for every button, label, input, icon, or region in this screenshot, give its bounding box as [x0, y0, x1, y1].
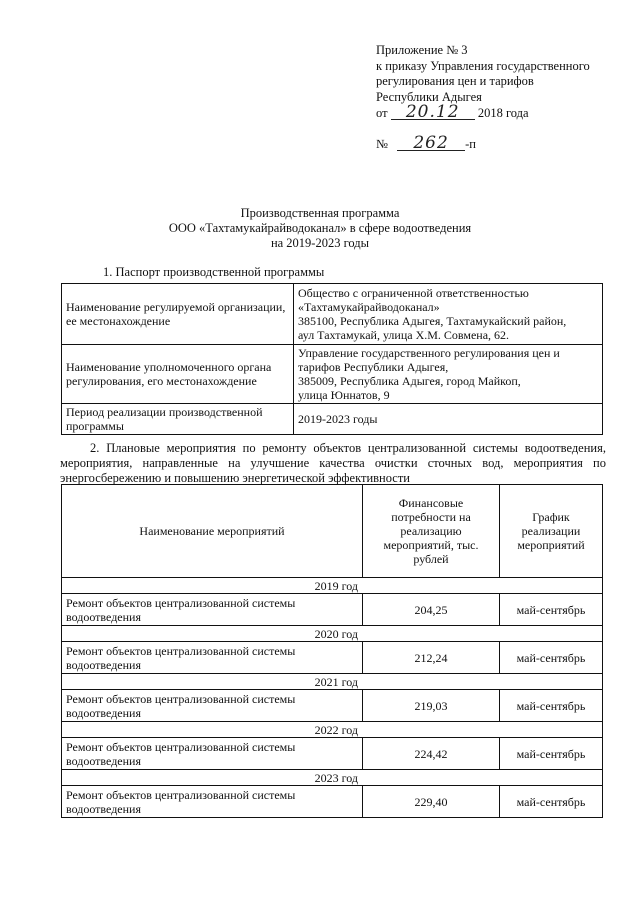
activity-schedule: май-сентябрь [500, 786, 603, 818]
passport-value: Общество с ограниченной ответственностью «Тахтамукайрайводоканал» 385100, Республика Адыгея, Тахтамукайский район, аул Тахтамукай, улица Х.М. Совмена, 62. [294, 284, 603, 345]
appendix-line: регулирования цен и тарифов [376, 74, 534, 88]
title-line: на 2019-2023 годы [270, 236, 370, 250]
passport-label: Наименование уполномоченного органа регулирования, его местонахождение [62, 345, 294, 404]
year-row [62, 770, 603, 786]
table-row [62, 404, 603, 435]
passport-table [61, 283, 603, 435]
appendix-line: Приложение № 3 [376, 43, 468, 57]
activity-name: Ремонт объектов централизованной системы водоотведения [62, 594, 363, 626]
header-schedule: График реализации мероприятий [500, 485, 603, 578]
year-label: 2019 год [62, 578, 603, 594]
table-row [62, 642, 603, 674]
year-label: 2022 год [62, 722, 603, 738]
passport-value: Управление государственного регулирования цен и тарифов Республики Адыгея, 385009, Республика Адыгея, город Майкоп, улица Юннатов, 9 [294, 345, 603, 404]
appendix-number: № 262 -п [376, 132, 476, 153]
activity-schedule: май-сентябрь [500, 594, 603, 626]
activity-amount: 224,42 [363, 738, 500, 770]
plan-table [61, 484, 603, 818]
header-finance: Финансовые потребности на реализацию мероприятий, тыс. рублей [363, 485, 500, 578]
table-row [62, 786, 603, 818]
year-label: 2023 год [62, 770, 603, 786]
activity-amount: 212,24 [363, 642, 500, 674]
activity-name: Ремонт объектов централизованной системы водоотведения [62, 690, 363, 722]
year-label: 2020 год [62, 626, 603, 642]
activity-schedule: май-сентябрь [500, 690, 603, 722]
year-row [62, 578, 603, 594]
table-row [62, 345, 603, 404]
title-line: ООО «Тахтамукайрайводоканал» в сфере водоотведения [168, 221, 472, 235]
activity-amount: 229,40 [363, 786, 500, 818]
handwritten-date: 20.12 [391, 105, 475, 120]
year-row [62, 674, 603, 690]
passport-label: Период реализации производственной программы [62, 404, 294, 435]
handwritten-number: 262 [397, 136, 465, 151]
table-row [62, 738, 603, 770]
activity-amount: 204,25 [363, 594, 500, 626]
activity-name: Ремонт объектов централизованной системы водоотведения [62, 642, 363, 674]
section2-paragraph: 2. Плановые мероприятия по ремонту объектов централизованной системы водоотведения, мероприятия, направленные на улучшение качества очистки сточных вод, мероприятия по энергосбережению и повышению энергетической эффективности [60, 441, 606, 485]
appendix-line: Республики Адыгея [376, 89, 482, 104]
passport-value: 2019-2023 годы [294, 404, 603, 435]
year-row [62, 722, 603, 738]
section1-heading: 1. Паспорт производственной программы [103, 265, 325, 279]
table-header-row [62, 485, 603, 578]
appendix-block [376, 43, 590, 152]
appendix-date: от 20.12 2018 года [376, 102, 529, 122]
activity-schedule: май-сентябрь [500, 738, 603, 770]
table-row [62, 594, 603, 626]
activity-name: Ремонт объектов централизованной системы водоотведения [62, 786, 363, 818]
activity-name: Ремонт объектов централизованной системы водоотведения [62, 738, 363, 770]
year-row [62, 626, 603, 642]
title-line: Производственная программа [240, 206, 400, 220]
activity-schedule: май-сентябрь [500, 642, 603, 674]
table-row [62, 284, 603, 345]
year-label: 2021 год [62, 674, 603, 690]
activity-amount: 219,03 [363, 690, 500, 722]
table-row [62, 690, 603, 722]
header-name: Наименование мероприятий [62, 485, 363, 578]
appendix-line: к приказу Управления государственного [376, 58, 590, 73]
document-title [0, 206, 640, 251]
passport-label: Наименование регулируемой организации, ее местонахождение [62, 284, 294, 345]
